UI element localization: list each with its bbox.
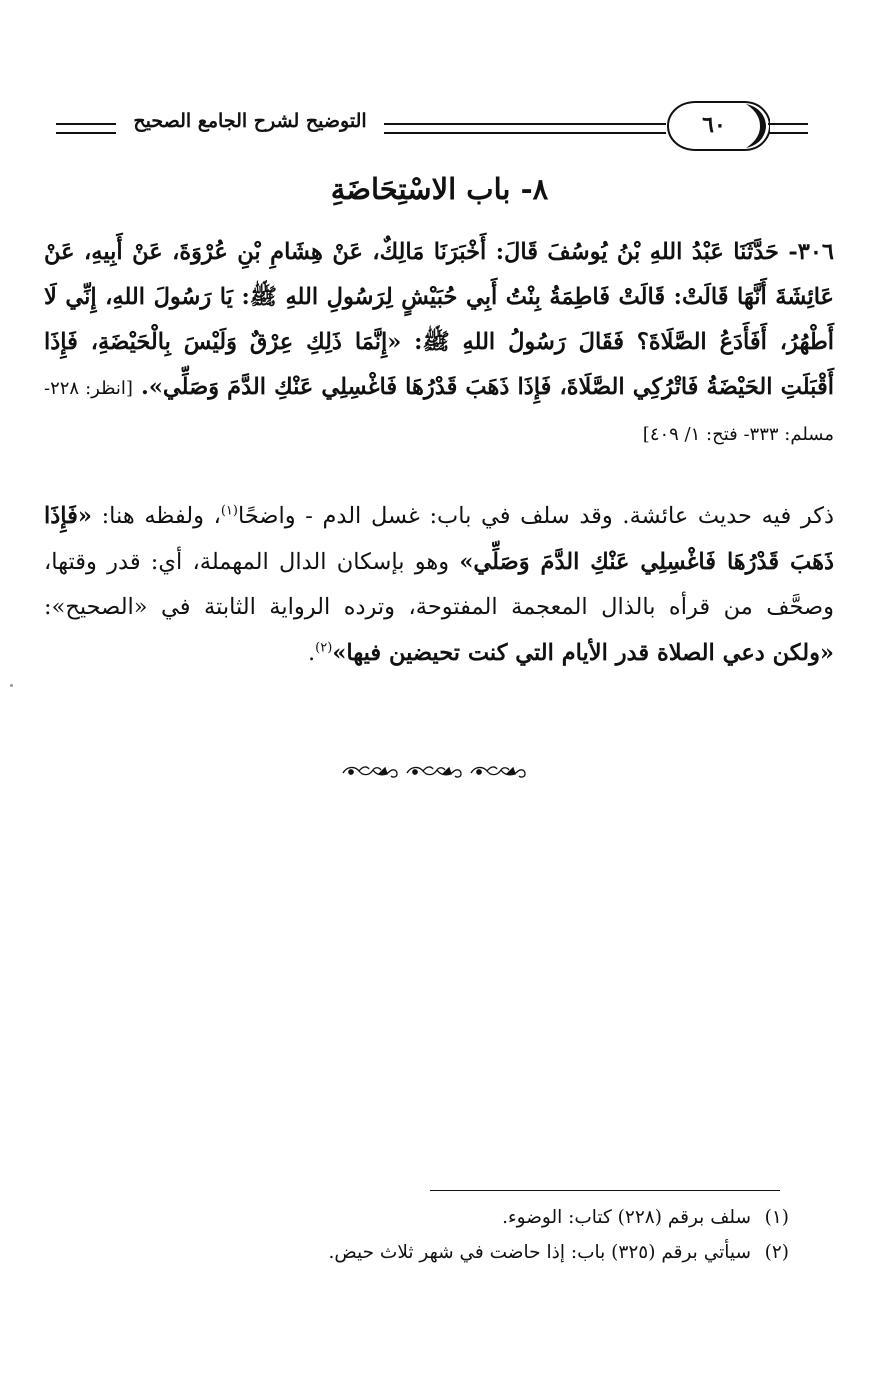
commentary-paragraph [44,494,834,676]
commentary-quote-2: «ولكن دعي الصلاة قدر الأيام التي كنت تحيضين فيها» [332,639,834,666]
header-rule-left [56,123,116,134]
page-header [44,96,834,160]
page-number: ٦٠ [702,112,726,138]
margin-mark [10,684,13,687]
hadith-paragraph [44,230,834,457]
footnote-1 [44,1200,789,1235]
hadith-text: ٣٠٦- حَدَّثَنَا عَبْدُ اللهِ بْنُ يُوسُفَ قَالَ: أَخْبَرَنَا مَالِكٌ، عَنْ هِشَامِ بْنِ عُرْوَةَ، عَنْ أَبِيهِ، عَنْ عَائِشَةَ أَنَّهَا قَالَتْ: قَالَتْ فَاطِمَةُ بِنْتُ أَبِي حُبَيْشٍ لِرَسُولِ اللهِ ﷺ: يَا رَسُولَ اللهِ، إِنِّي لَا أَطْهُرُ، أَفَأَدَعُ الصَّلَاةَ؟ فَقَالَ رَسُولُ اللهِ ﷺ: «إِنَّمَا ذَلِكِ عِرْقٌ وَلَيْسَ بِالْحَيْضَةِ، فَإِذَا أَقْبَلَتِ الحَيْضَةُ فَاتْرُكِي الصَّلَاةَ، فَإِذَا ذَهَبَ قَدْرُهَا فَاغْسِلِي عَنْكِ الدَّمَ وَصَلِّي». [44,239,834,400]
hadith-reference: [انظر: ٢٢٨- مسلم: ٣٣٣- فتح: ١/ ٤٠٩] [44,378,834,445]
footnote-ref-1[interactable]: (١) [220,503,238,519]
footnote-separator [430,1190,780,1191]
footnote-text: سلف برقم (٢٢٨) كتاب: الوضوء. [502,1207,751,1228]
commentary-text-2: ، ولفظه هنا: [91,503,221,529]
header-rule-middle [384,123,666,134]
floral-ornament-icon [339,762,529,782]
footnote-number: (١) [764,1207,789,1228]
commentary-text-3: وهو بإسكان الدال المهملة، أي: قدر وقتها، وصحَّف من قرأه بالذال المعجمة المفتوحة، وترده الرواية الثابتة في «الصحيح»: [44,548,834,620]
commentary-text-4: . [308,639,316,666]
footnote-2 [44,1235,789,1270]
commentary-quote-1: «فَإِذَا ذَهَبَ قَدْرُهَا فَاغْسِلِي عَنْكِ الدَّمَ وَصَلِّي» [44,503,834,575]
chapter-heading: ٨- باب الاسْتِحَاضَةِ [330,172,549,206]
footnote-text: سيأتي برقم (٣٢٥) باب: إذا حاضت في شهر ثلاث حيض. [328,1242,751,1263]
page-number-frame [666,100,770,152]
running-title: التوضيح لشرح الجامع الصحيح [133,110,367,132]
footnotes [44,1200,789,1270]
header-rule-right [768,123,808,134]
footnote-number: (٢) [764,1242,789,1263]
footnote-ref-2[interactable]: (٢) [315,640,333,655]
commentary-text-1: ذكر فيه حديث عائشة. وقد سلف في باب: غسل الدم - واضحًا [237,503,834,529]
